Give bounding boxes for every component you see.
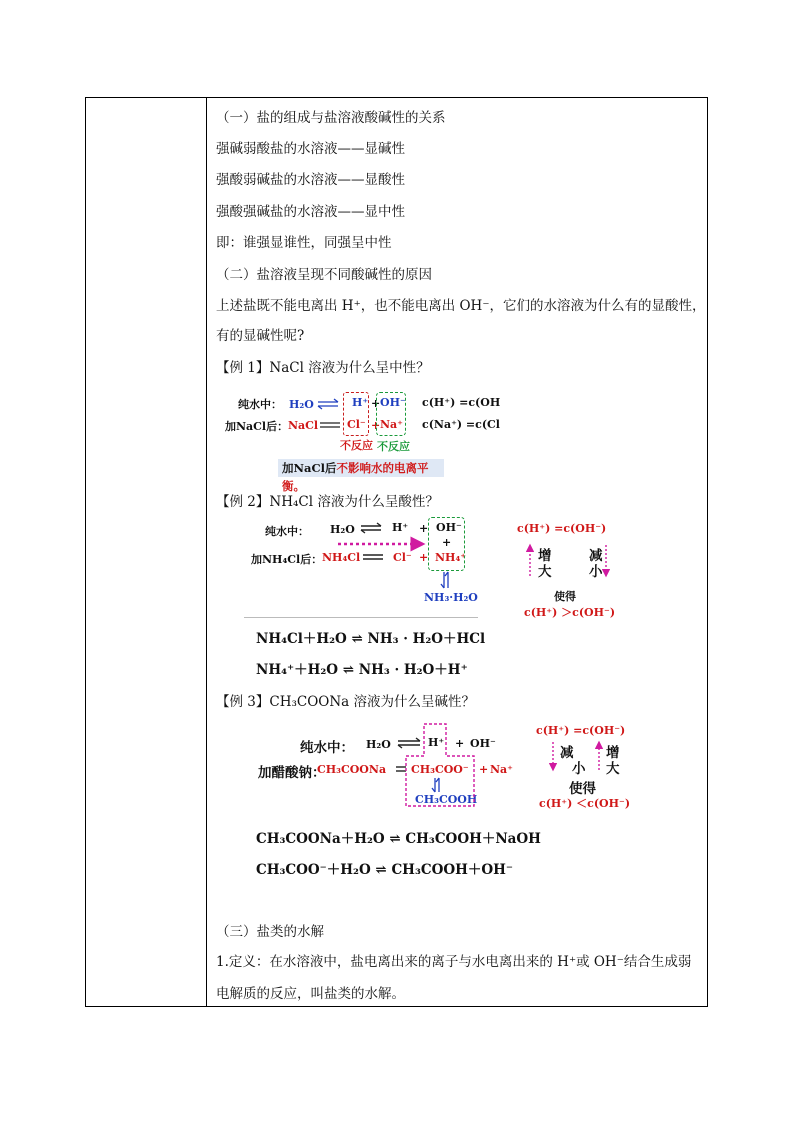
sec2-para-line2: 有的显碱性呢?	[216, 328, 305, 344]
ex3-box-mag	[406, 724, 474, 806]
ex2-reaction1: NH₄Cl＋H₂O ⇌ NH₃ · H₂O＋HCl	[256, 631, 486, 647]
ex2-box-plus: +	[442, 536, 452, 549]
sec2-title: （二）盐溶液呈现不同酸碱性的原因	[216, 267, 432, 283]
sec1-line4: 即：谁强显谁性，同强呈中性	[216, 235, 392, 251]
ex1-row1-ion2: OH⁻	[380, 396, 406, 409]
ex2-row1-plus: +	[419, 522, 429, 535]
ex3-eq-arrow	[398, 738, 420, 748]
sec1-line3: 强酸强碱盐的水溶液——显中性	[216, 204, 405, 220]
ex1-no-react1: 不反应	[340, 439, 373, 452]
ex3-row2-ion2: Na⁺	[490, 763, 513, 776]
ex3-row1-ion1: H⁺	[428, 736, 445, 749]
ex1-row1-ion1: H⁺	[352, 396, 369, 409]
ex2-dec2: 小	[589, 564, 603, 580]
ex2-equals	[363, 555, 383, 559]
ex1-row2-label: 加NaCl后：	[225, 420, 289, 433]
ex3-result: c(H⁺) ＜c(OH⁻)	[539, 797, 631, 810]
ex1-eq2: c(Na⁺) =c(Cl	[422, 418, 500, 431]
ex1-row1-label: 纯水中：	[238, 398, 282, 411]
ex2-row2-label: 加NH₄Cl后：	[251, 553, 323, 566]
ex3-result-word: 使得	[569, 781, 596, 797]
ex2-row2-ion2: NH₄⁺	[435, 551, 467, 564]
sec1-line1: 强碱弱酸盐的水溶液——显碱性	[216, 141, 405, 157]
ex2-row1-ion1: H⁺	[392, 521, 409, 534]
sec1-line2: 强酸弱碱盐的水溶液——显酸性	[216, 172, 405, 188]
ex1-row1-plus: +	[371, 397, 381, 410]
ex3-inc2: 大	[606, 761, 620, 777]
ex3-reaction1: CH₃COONa＋H₂O ⇌ CH₃COOH＋NaOH	[256, 831, 541, 847]
sec1-title: （一）盐的组成与盐溶液酸碱性的关系	[216, 110, 446, 126]
ex1-row2-left: NaCl	[288, 419, 319, 432]
ex2-product: NH₃·H₂O	[424, 591, 478, 604]
ex1-row2-plus: +	[371, 419, 381, 432]
ex2-row1-label: 纯水中：	[265, 525, 309, 538]
ex3-equals	[396, 767, 406, 771]
ex2-row2-ion1: Cl⁻	[393, 551, 412, 564]
ex2-title: 【例 2】NH₄Cl 溶液为什么呈酸性？	[216, 494, 439, 510]
ex2-result: c(H⁺) ＞c(OH⁻)	[524, 606, 616, 619]
ex1-row2-ion2: Na⁺	[380, 418, 403, 431]
def-line1: 1.定义：在水溶液中，盐电离出来的离子与水电离出来的 H⁺或 OH⁻结合生成弱	[216, 954, 692, 970]
ex3-row2-label: 加醋酸钠：	[258, 765, 326, 781]
ex2-row1-ion2: OH⁻	[436, 521, 462, 534]
ex3-row2-left: CH₃COONa	[317, 763, 387, 776]
ex2-row1-left: H₂O	[330, 523, 355, 536]
def-line2: 电解质的反应，叫盐类的水解。	[216, 986, 405, 1002]
ex3-down-eq-arrow	[432, 778, 439, 792]
ex1-eq-arrow	[318, 399, 338, 409]
ex3-reaction2: CH₃COO⁻＋H₂O ⇌ CH₃COOH＋OH⁻	[256, 862, 514, 878]
ex3-dec2: 小	[572, 761, 586, 777]
ex3-row1-left: H₂O	[366, 738, 391, 751]
ex3-eq-top: c(H⁺) =c(OH⁻)	[536, 724, 626, 737]
ex1-row2-ion1: Cl⁻	[347, 418, 366, 431]
sec2-para-line1: 上述盐既不能电离出 H⁺，也不能电离出 OH⁻，它们的水溶液为什么有的显酸性，	[216, 298, 706, 314]
ex2-row2-left: NH₄Cl	[322, 551, 361, 564]
ex3-product: CH₃COOH	[415, 793, 478, 806]
ex1-row1-left: H₂O	[289, 398, 314, 411]
ex1-title: 【例 1】NaCl 溶液为什么呈中性？	[216, 360, 430, 376]
ex2-dec1: 减	[589, 548, 603, 564]
ex3-title: 【例 3】CH₃COONa 溶液为什么呈碱性？	[216, 694, 476, 710]
ex3-row1-label: 纯水中：	[300, 740, 354, 756]
ex1-note: 加NaCl后不影响水的电离平衡。	[278, 459, 444, 477]
ex3-row2-plus: +	[479, 763, 489, 776]
ex3-row2-ion1: CH₃COO⁻	[411, 763, 469, 776]
ex2-inc2: 大	[538, 564, 552, 580]
sec3-title: （三）盐类的水解	[216, 924, 324, 940]
ex1-equals	[320, 423, 340, 427]
ex3-inc1: 增	[606, 745, 620, 761]
ex3-dec1: 减	[560, 745, 574, 761]
ex2-inc1: 增	[538, 548, 552, 564]
ex2-eq-top: c(H⁺) =c(OH⁻)	[517, 522, 607, 535]
ex1-eq1: c(H⁺) =c(OH	[422, 396, 501, 409]
ex2-reaction2: NH₄⁺＋H₂O ⇌ NH₃ · H₂O＋H⁺	[256, 662, 468, 678]
ex2-eq-arrow	[361, 523, 381, 533]
ex2-result-word: 使得	[554, 590, 576, 603]
ex2-down-eq-arrow	[441, 572, 448, 588]
ex1-no-react2: 不反应	[377, 440, 410, 453]
ex3-row1-ion2: OH⁻	[470, 737, 496, 750]
ex2-row2-plus: +	[419, 551, 429, 564]
ex3-row1-plus: +	[455, 737, 465, 750]
